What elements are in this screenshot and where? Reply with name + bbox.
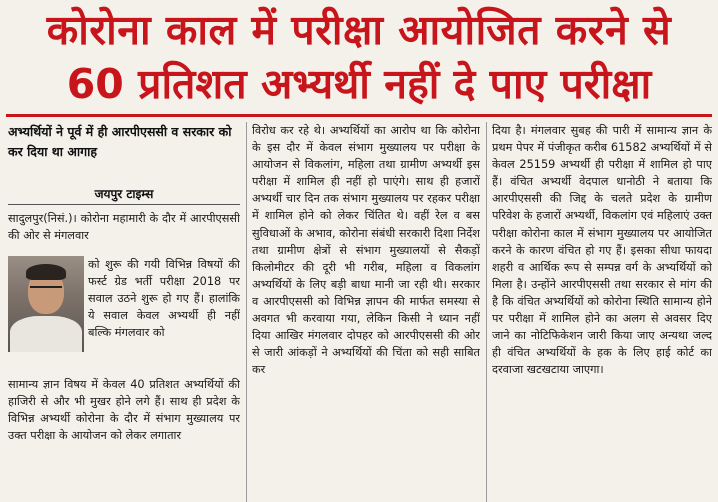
column-1-beside-photo-text: को शुरू की गयी विभिन्न विषयों की फर्स्ट ग्रेड भर्ती परीक्षा 2018 पर सवाल उठने शुरू हो गए हैं। हालांकि ये सवाल केवल अभ्यर्थी ही नहीं बल्कि मंगलवार को	[88, 258, 240, 340]
column-1-intro	[8, 210, 240, 254]
column-2-text: विरोध कर रहे थे। अभ्यर्थियों का आरोप था कि कोरोना के इस दौर में केवल संभाग मुख्यालय पर परीक्षा के आयोजन से विकलांग, महिला तथा ग्रामीण अभ्यर्थी इस परीक्षा में शामिल ही नहीं हो पाएंगे। साथ ही हजारों अभ्यर्थी चार दिन तक संभाग मुख्यालय पर रहकर परीक्षा में शामिल होने को लेकर चिंतित थे। वहीं रेल व बस सुविधाओं के अभाव, कोरोना संबंधी सरकारी दिशा निर्देश तथा ग्रामीण क्षेत्रों से संभाग मुख्यालयों से सैकड़ों किलोमीटर की दूरी भी गरीब, महिला व विकलांग अभ्यर्थियों के लिए बड़ी बाधा मानी जा रही थी। सरकार व आरपीएससी को विभिन्न ज्ञापन की मार्फत समस्या से अवगत भी करवाया गया, लेकिन किसी ने ध्यान नहीं दिया आखिर मंगलवार दोपहर को आरपीएससी की ओर से जारी आंकड़ों ने अभ्यर्थियों की चिंता को सही साबित कर	[252, 124, 480, 377]
byline: जयपुर टाइम्स	[94, 187, 154, 201]
column-divider-2	[486, 122, 487, 502]
column-1-continued-text: सामान्य ज्ञान विषय में केवल 40 प्रतिशत अभ्यर्थियों की हाजिरी से और भी मुखर होने लगे हैं। साथ ही प्रदेश के विभिन्न अभ्यर्थी कोरोना के दौर में संभाग मुख्यालय पर उक्त परीक्षा के आयोजन को लेकर लगातार	[8, 378, 240, 443]
column-3-text: दिया है। मंगलवार सुबह की पारी में सामान्य ज्ञान के प्रथम पेपर में पंजीकृत करीब 61582 अभ्यर्थियों में से केवल 25159 अभ्यर्थी ही परीक्षा में शामिल हो पाए हैं। वंचित अभ्यर्थी वेदपाल धानोठी ने बताया कि आरपीएससी की जिद्द के चलते प्रदेश के ग्रामीण परिवेश के हजारों अभ्यर्थी, विकलांग एवं महिलाएं उक्त परीक्षा कोरोना काल में संभाग मुख्यालय पर आयोजित करने के कारण वंचित हो गए हैं। इसका सीधा फायदा शहरी व आर्थिक रूप से सम्पन्न वर्ग के अभ्यर्थियों को मिला है। उन्होंने आरपीएससी तथा सरकार से मांग की है कि वंचित अभ्यर्थियों को कोरोना स्थिति सामान्य होने पर परीक्षा में शामिल होने का अलग से अवसर दिए जाने का नोटिफिकेशन जारी किया जाए अन्यथा जल्द ही वंचित अभ्यर्थियों के हक के लिए हाई कोर्ट का दरवाजा खटखटाया जाएगा।	[492, 124, 712, 377]
photo-glasses	[30, 286, 62, 294]
column-1-beside-photo	[88, 256, 240, 376]
subheading: अभ्यर्थियों ने पूर्व में ही आरपीएससी व सरकार को कर दिया था आगाह	[8, 124, 232, 159]
photo-shirt	[10, 316, 82, 352]
reporter-photo	[8, 256, 84, 352]
photo-hair	[26, 264, 66, 280]
headline-line-1: कोरोना काल में परीक्षा आयोजित करने से	[46, 6, 672, 54]
headline-line-2: 60 प्रतिशत अभ्यर्थी नहीं दे पाए परीक्षा	[66, 60, 652, 108]
column-1-continued	[8, 376, 240, 502]
column-3	[492, 122, 712, 502]
byline-divider	[8, 204, 240, 205]
column-1-intro-text: सादुलपुर(निसं.)। कोरोना महामारी के दौर में आरपीएससी की ओर से मंगलवार	[8, 212, 240, 243]
column-2	[252, 122, 480, 502]
column-divider-1	[246, 122, 247, 502]
headline-rule	[6, 114, 712, 117]
